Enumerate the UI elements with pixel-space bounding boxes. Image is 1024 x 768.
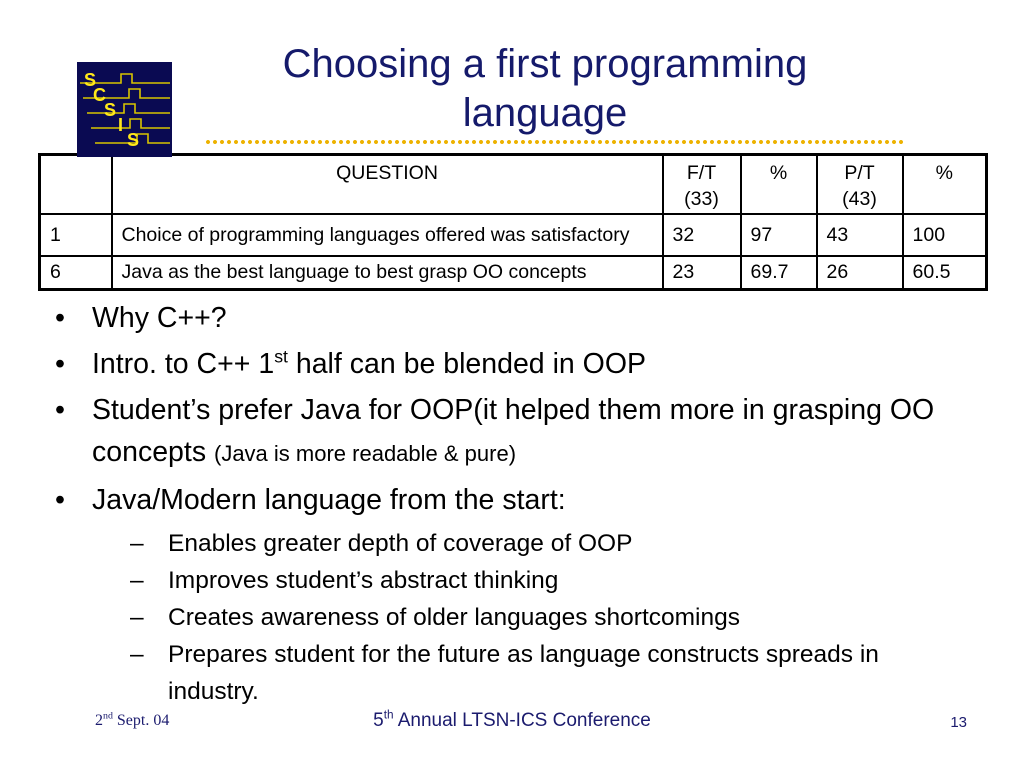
sub-bullet-text: Creates awareness of older languages shortcomings bbox=[168, 604, 740, 631]
cell-pt-pct: 60.5 bbox=[903, 256, 987, 289]
bullet-text: Intro. to C++ 1st half can be blended in OOP bbox=[92, 346, 647, 380]
slide-title-line2: language bbox=[462, 91, 628, 135]
cell-ft-pct: 69.7 bbox=[741, 256, 817, 289]
dash-marker: – bbox=[130, 604, 144, 631]
cell-ft: 23 bbox=[663, 256, 741, 289]
results-table bbox=[38, 153, 988, 291]
logo-letter: S bbox=[127, 130, 140, 150]
cell-pt-pct: 100 bbox=[903, 214, 987, 256]
logo-letter: S bbox=[104, 100, 117, 120]
table-row bbox=[40, 214, 987, 256]
cell-ft: 32 bbox=[663, 214, 741, 256]
header-ft bbox=[663, 155, 741, 215]
bullet-list bbox=[55, 297, 973, 710]
sub-bullet-future bbox=[130, 636, 973, 710]
sub-bullet-text: Improves student’s abstract thinking bbox=[168, 567, 559, 594]
bullet-marker: • bbox=[55, 302, 65, 334]
bullet-text-small: (Java is more readable & pure) bbox=[214, 441, 517, 466]
footer-conference: 5th Annual LTSN-ICS Conference bbox=[373, 708, 651, 731]
dash-marker: – bbox=[130, 530, 144, 557]
cell-row-num: 1 bbox=[40, 214, 112, 256]
bullet-marker: • bbox=[55, 394, 65, 426]
dash-marker: – bbox=[130, 641, 144, 668]
cell-question: Java as the best language to best grasp OO concepts bbox=[112, 256, 663, 289]
sub-bullet-depth-oop bbox=[130, 525, 973, 562]
dash-marker: – bbox=[130, 567, 144, 594]
bullet-item-java-modern bbox=[55, 479, 973, 521]
sub-bullet-text: Enables greater depth of coverage of OOP bbox=[168, 530, 633, 557]
bullet-text: Why C++? bbox=[92, 302, 227, 334]
header-ft-pct: % bbox=[741, 155, 817, 215]
bullet-item-intro-cpp bbox=[55, 343, 973, 385]
cell-pt: 43 bbox=[817, 214, 903, 256]
scsis-logo-icon bbox=[77, 62, 172, 157]
superscript-nd: nd bbox=[103, 710, 113, 722]
header-pt-total: (43) bbox=[842, 188, 877, 210]
cell-pt: 26 bbox=[817, 256, 903, 289]
header-ft-total: (33) bbox=[684, 188, 719, 210]
bullet-marker: • bbox=[55, 348, 65, 380]
bullet-text: Student’s prefer Java for OOP(it helped them more in grasping OO concepts (Java is more readable & pure) bbox=[92, 394, 935, 468]
logo-letter: I bbox=[118, 115, 124, 135]
slide-title-line1: Choosing a first programming bbox=[282, 42, 808, 86]
superscript-st: st bbox=[274, 346, 288, 367]
logo-letter: S bbox=[84, 70, 97, 90]
header-question: QUESTION bbox=[112, 155, 663, 215]
table-header-row bbox=[40, 155, 987, 215]
cell-ft-pct: 97 bbox=[741, 214, 817, 256]
slide-number: 13 bbox=[950, 714, 967, 731]
title-underline-dots bbox=[205, 139, 903, 145]
header-ft-label: F/T bbox=[686, 162, 717, 184]
bullet-item-why-cpp bbox=[55, 297, 973, 339]
bullet-marker: • bbox=[55, 484, 65, 516]
bullet-item-students-prefer-java bbox=[55, 389, 973, 475]
table-row bbox=[40, 256, 987, 289]
sub-bullet-abstract-thinking bbox=[130, 562, 973, 599]
footer-date: 2nd Sept. 04 bbox=[95, 710, 170, 729]
logo-letter: C bbox=[93, 85, 106, 105]
header-pt bbox=[817, 155, 903, 215]
sub-bullet-older-languages bbox=[130, 599, 973, 636]
header-pt-pct: % bbox=[903, 155, 987, 215]
superscript-th: th bbox=[383, 708, 394, 722]
bullet-text: Java/Modern language from the start: bbox=[92, 484, 566, 516]
header-blank bbox=[40, 155, 112, 215]
slide-title bbox=[170, 40, 920, 138]
cell-question: Choice of programming languages offered was satisfactory bbox=[112, 214, 663, 256]
header-pt-label: P/T bbox=[844, 162, 875, 184]
cell-row-num: 6 bbox=[40, 256, 112, 289]
sub-bullet-text: Prepares student for the future as language constructs spreads in industry. bbox=[168, 641, 879, 705]
